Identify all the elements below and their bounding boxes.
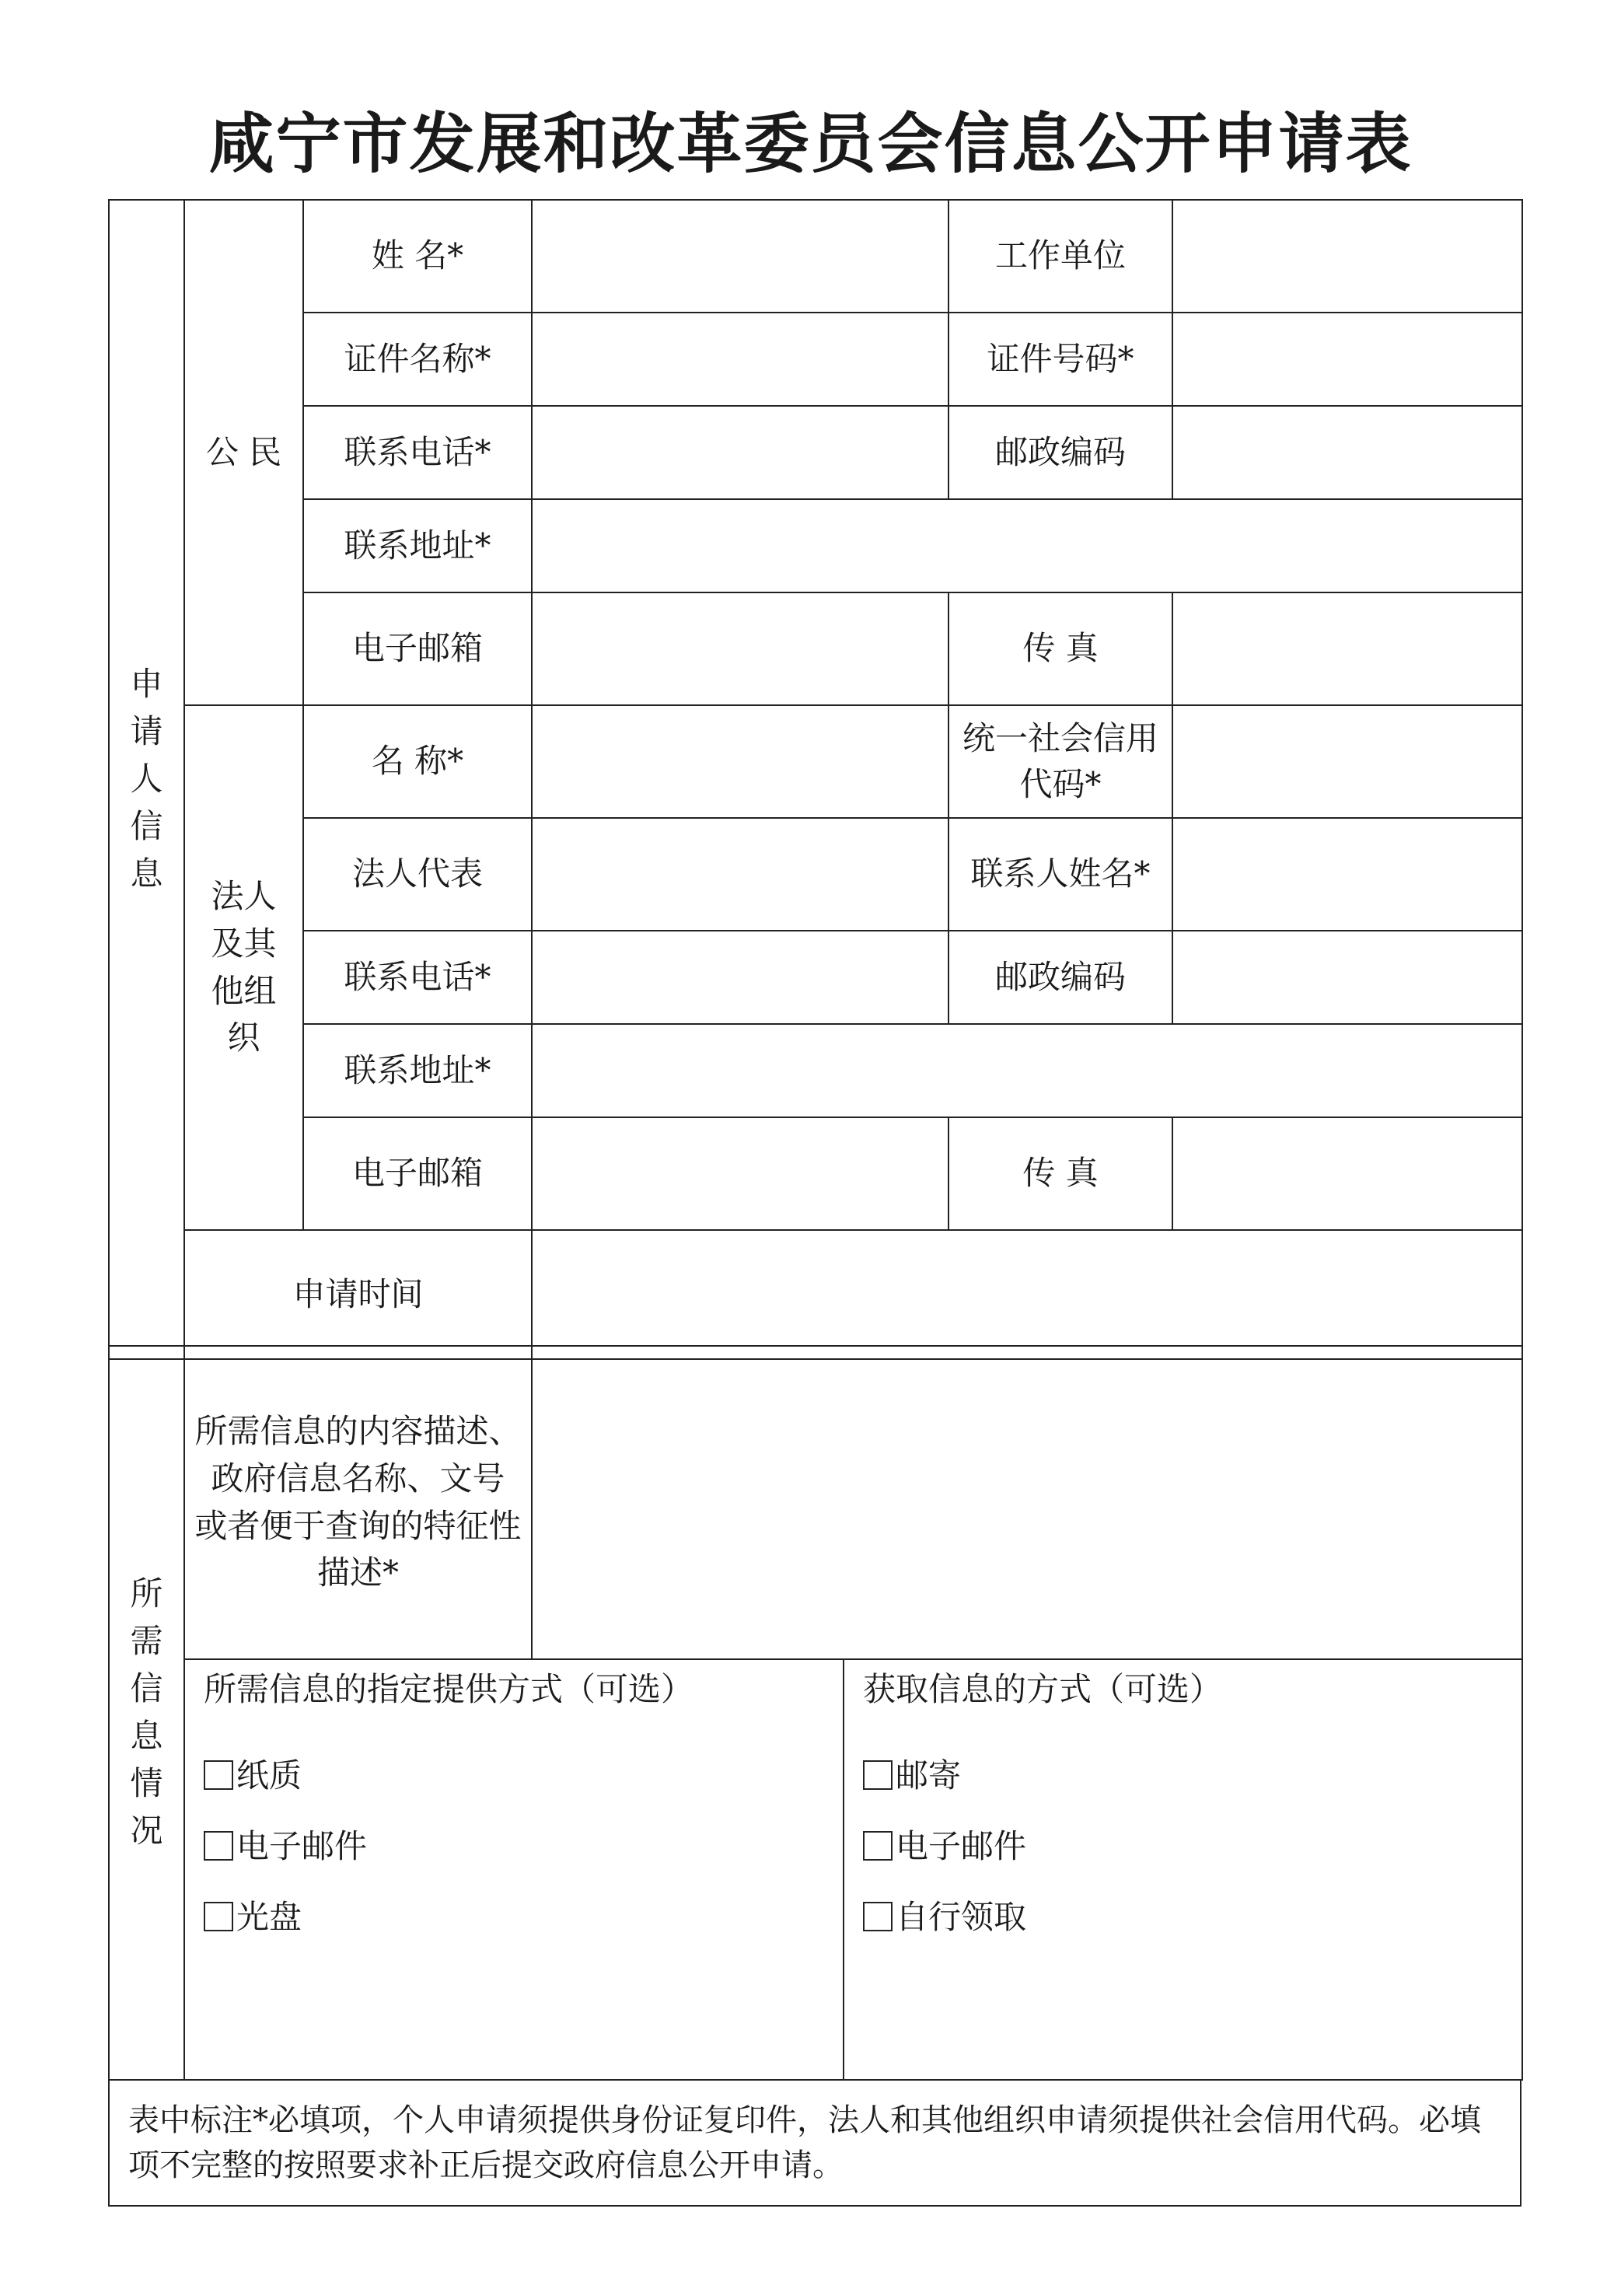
label-phone: 联系电话*: [303, 406, 532, 499]
label-description: 所需信息的内容描述、 政府信息名称、文号 或者便于查询的特征性 描述*: [184, 1346, 532, 1659]
label-org-address: 联系地址*: [303, 1024, 532, 1117]
label-org-name: 名 称*: [303, 705, 532, 818]
provide-method-group: [184, 1659, 844, 2080]
form-title: 咸宁市发展和改革委员会信息公开申请表: [208, 105, 1413, 182]
footer-note: 表中标注*必填项，个人申请须提供身份证复印件，法人和其他组织申请须提供社会信用代码。必填项不完整的按照要求补正后提交政府信息公开申请。: [109, 2080, 1521, 2206]
field-id-type[interactable]: [532, 313, 948, 406]
label-fax: 传 真: [948, 592, 1172, 705]
field-postcode[interactable]: [1172, 406, 1522, 499]
checkbox-icon[interactable]: [863, 1760, 893, 1790]
field-fax[interactable]: [1172, 592, 1522, 705]
checkbox-icon[interactable]: [204, 1902, 233, 1931]
label-email: 电子邮箱: [303, 592, 532, 705]
checkbox-obtain-email[interactable]: 电子邮件: [863, 1823, 1521, 1871]
label-legal-rep: 法人代表: [303, 818, 532, 931]
label-id-number: 证件号码*: [948, 313, 1172, 406]
field-apply-time[interactable]: [532, 1230, 1522, 1359]
checkbox-provide-email[interactable]: 电子邮件: [204, 1823, 843, 1871]
checkbox-icon[interactable]: [863, 1831, 893, 1861]
label-employer: 工作单位: [948, 200, 1172, 313]
field-contact-name[interactable]: [1172, 818, 1522, 931]
label-id-type: 证件名称*: [303, 313, 532, 406]
field-employer[interactable]: [1172, 200, 1522, 313]
checkbox-mail[interactable]: 邮寄: [863, 1753, 1521, 1800]
label-org-postcode: 邮政编码: [948, 931, 1172, 1024]
section-applicant-info: 申 请 人 信 息: [109, 200, 184, 1359]
checkbox-icon[interactable]: [863, 1902, 893, 1931]
field-org-address[interactable]: [532, 1024, 1522, 1117]
section-info-label: 所 需 信 息 情 况: [109, 1346, 184, 2080]
label-apply-time: 申请时间: [184, 1230, 532, 1359]
label-org-fax: 传 真: [948, 1117, 1172, 1230]
field-description[interactable]: [532, 1346, 1522, 1659]
field-email[interactable]: [532, 592, 948, 705]
field-org-fax[interactable]: [1172, 1117, 1522, 1230]
field-legal-rep[interactable]: [532, 818, 948, 931]
field-phone[interactable]: [532, 406, 948, 499]
obtain-method-group: [844, 1659, 1522, 2080]
label-org-email: 电子邮箱: [303, 1117, 532, 1230]
label-org-phone: 联系电话*: [303, 931, 532, 1024]
field-address[interactable]: [532, 499, 1522, 592]
org-label: 法人 及其 他组 织: [184, 705, 303, 1230]
field-org-email[interactable]: [532, 1117, 948, 1230]
field-org-name[interactable]: [532, 705, 948, 818]
field-org-phone[interactable]: [532, 931, 948, 1024]
checkbox-icon[interactable]: [204, 1760, 233, 1790]
checkbox-disc[interactable]: 光盘: [204, 1894, 843, 1941]
label-contact-name: 联系人姓名*: [948, 818, 1172, 931]
field-credit-code[interactable]: [1172, 705, 1522, 818]
label-credit-code: 统一社会信用 代码*: [948, 705, 1172, 818]
checkbox-self-pickup[interactable]: 自行领取: [863, 1894, 1521, 1941]
citizen-label: 公 民: [184, 200, 303, 705]
provide-method-heading: 所需信息的指定提供方式（可选）: [204, 1670, 694, 1708]
obtain-method-heading: 获取信息的方式（可选）: [863, 1670, 1223, 1708]
label-address: 联系地址*: [303, 499, 532, 592]
label-postcode: 邮政编码: [948, 406, 1172, 499]
field-id-number[interactable]: [1172, 313, 1522, 406]
field-org-postcode[interactable]: [1172, 931, 1522, 1024]
label-name: 姓 名*: [303, 200, 532, 313]
field-name[interactable]: [532, 200, 948, 313]
application-form: [108, 199, 1523, 1360]
footer-section: [108, 2079, 1521, 2207]
checkbox-paper[interactable]: 纸质: [204, 1753, 843, 1800]
checkbox-icon[interactable]: [204, 1831, 233, 1861]
info-section: [108, 1345, 1523, 2081]
